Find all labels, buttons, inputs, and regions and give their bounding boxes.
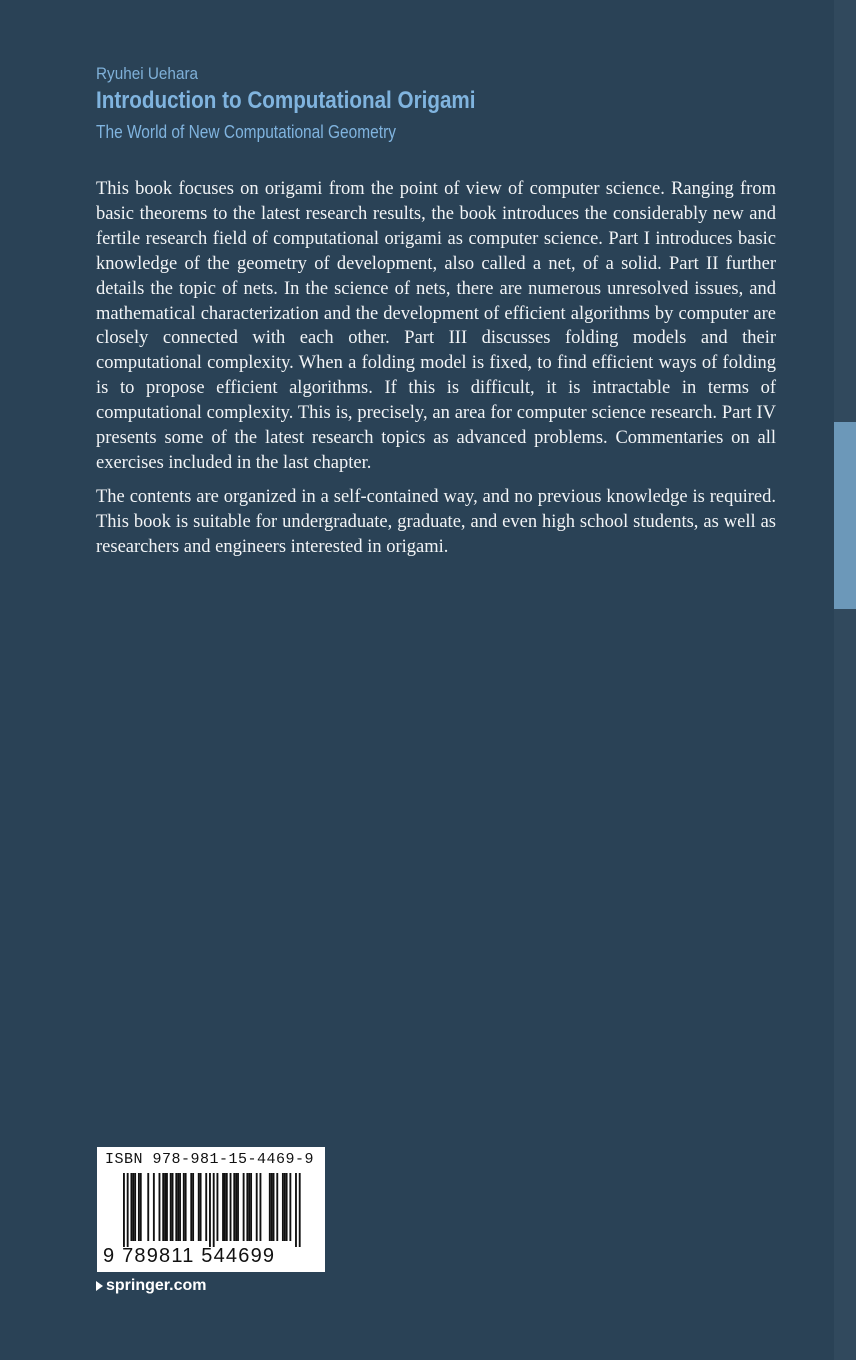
barcode-bar [130, 1173, 132, 1241]
author-name: Ryuhei Uehara [96, 64, 199, 83]
barcode-bar [132, 1173, 134, 1241]
barcode-bar [289, 1173, 291, 1241]
barcode-bar [286, 1173, 288, 1241]
barcode-bar [177, 1173, 179, 1241]
barcode-bars [97, 1173, 325, 1247]
barcode-bar [185, 1173, 187, 1241]
barcode-bar [248, 1173, 250, 1241]
barcode-bar [271, 1173, 273, 1241]
barcode-bar [162, 1173, 164, 1241]
barcode-bar [205, 1173, 207, 1241]
barcode-bar [209, 1173, 211, 1247]
barcode-bar [269, 1173, 271, 1241]
barcode-bar [299, 1173, 301, 1247]
barcode-bar [175, 1173, 177, 1241]
barcode-bar [192, 1173, 194, 1241]
barcode-bar [127, 1173, 129, 1247]
publisher-link[interactable] [96, 1276, 206, 1296]
barcode-bar [222, 1173, 224, 1241]
barcode-bar [190, 1173, 192, 1241]
barcode-bar [273, 1173, 275, 1241]
book-description [96, 177, 776, 569]
barcode-bar [200, 1173, 202, 1241]
description-paragraph-1: This book focuses on origami from the point of view of computer science. Ranging from basic theorems to the latest research results, the book introduces the considerably new and fertile research field of computational origami as computer science. Part I introduces basic knowledge of the geometry of development, also called a net, of a solid. Part II further details the topic of nets. In the science of nets, there are numerous unresolved issues, and mathematical characterization and the development of efficient algorithms by computer are closely connected with each other. Part III discusses folding models and their computational complexity. When a folding model is fixed, to find efficient ways of folding is to propose efficient algorithms. If this is difficult, it is intractable in terms of computational complexity. This is, precisely, an area for computer science research. Part IV presents some of the latest research topics as advanced problems. Commentaries on all exercises included in the last chapter. [96, 179, 776, 473]
barcode-bar [250, 1173, 252, 1241]
barcode-bar [159, 1173, 161, 1241]
isbn-label: ISBN 978-981-15-4469-9 [105, 1151, 315, 1168]
barcode-bar [140, 1173, 142, 1241]
barcode-digits: 9 789811 544699 [103, 1245, 276, 1267]
book-subtitle: The World of New Computational Geometry [96, 122, 396, 142]
barcode-bar [284, 1173, 286, 1241]
barcode-bar [198, 1173, 200, 1241]
barcode-bar [295, 1173, 297, 1247]
barcode-bar [134, 1173, 136, 1241]
barcode-bar [147, 1173, 149, 1241]
barcode-bar [260, 1173, 262, 1241]
barcode-bar [237, 1173, 239, 1241]
barcode-bar [230, 1173, 232, 1241]
isbn-barcode [97, 1147, 325, 1272]
barcode-bar [213, 1173, 215, 1247]
barcode-bar [256, 1173, 258, 1241]
barcode-bar [179, 1173, 181, 1241]
barcode-bar [183, 1173, 185, 1241]
barcode-bar [153, 1173, 155, 1241]
barcode-bar [276, 1173, 278, 1241]
barcode-bar [217, 1173, 219, 1241]
barcode-bar [224, 1173, 226, 1241]
barcode-bar [233, 1173, 235, 1241]
barcode-bar [282, 1173, 284, 1241]
spine-edge [834, 0, 856, 1360]
cover-header [96, 62, 796, 148]
description-paragraph-2: The contents are organized in a self-contained way, and no previous knowledge is required. This book is suitable for undergraduate, graduate, and even high school students, as well as researchers and engineers interested in origami. [96, 486, 776, 557]
barcode-bar [235, 1173, 237, 1241]
barcode-bar [166, 1173, 168, 1241]
barcode-bar [172, 1173, 174, 1241]
barcode-bar [138, 1173, 140, 1241]
barcode-bar [170, 1173, 172, 1241]
barcode-bar [226, 1173, 228, 1241]
barcode-bar [123, 1173, 125, 1247]
barcode-bar [164, 1173, 166, 1241]
barcode-bar [246, 1173, 248, 1241]
barcode-bar [243, 1173, 245, 1241]
spine-color-tab [834, 422, 856, 609]
publisher-link-text: springer.com [106, 1277, 207, 1294]
book-title: Introduction to Computational Origami [96, 87, 476, 114]
arrow-right-icon [96, 1281, 103, 1291]
